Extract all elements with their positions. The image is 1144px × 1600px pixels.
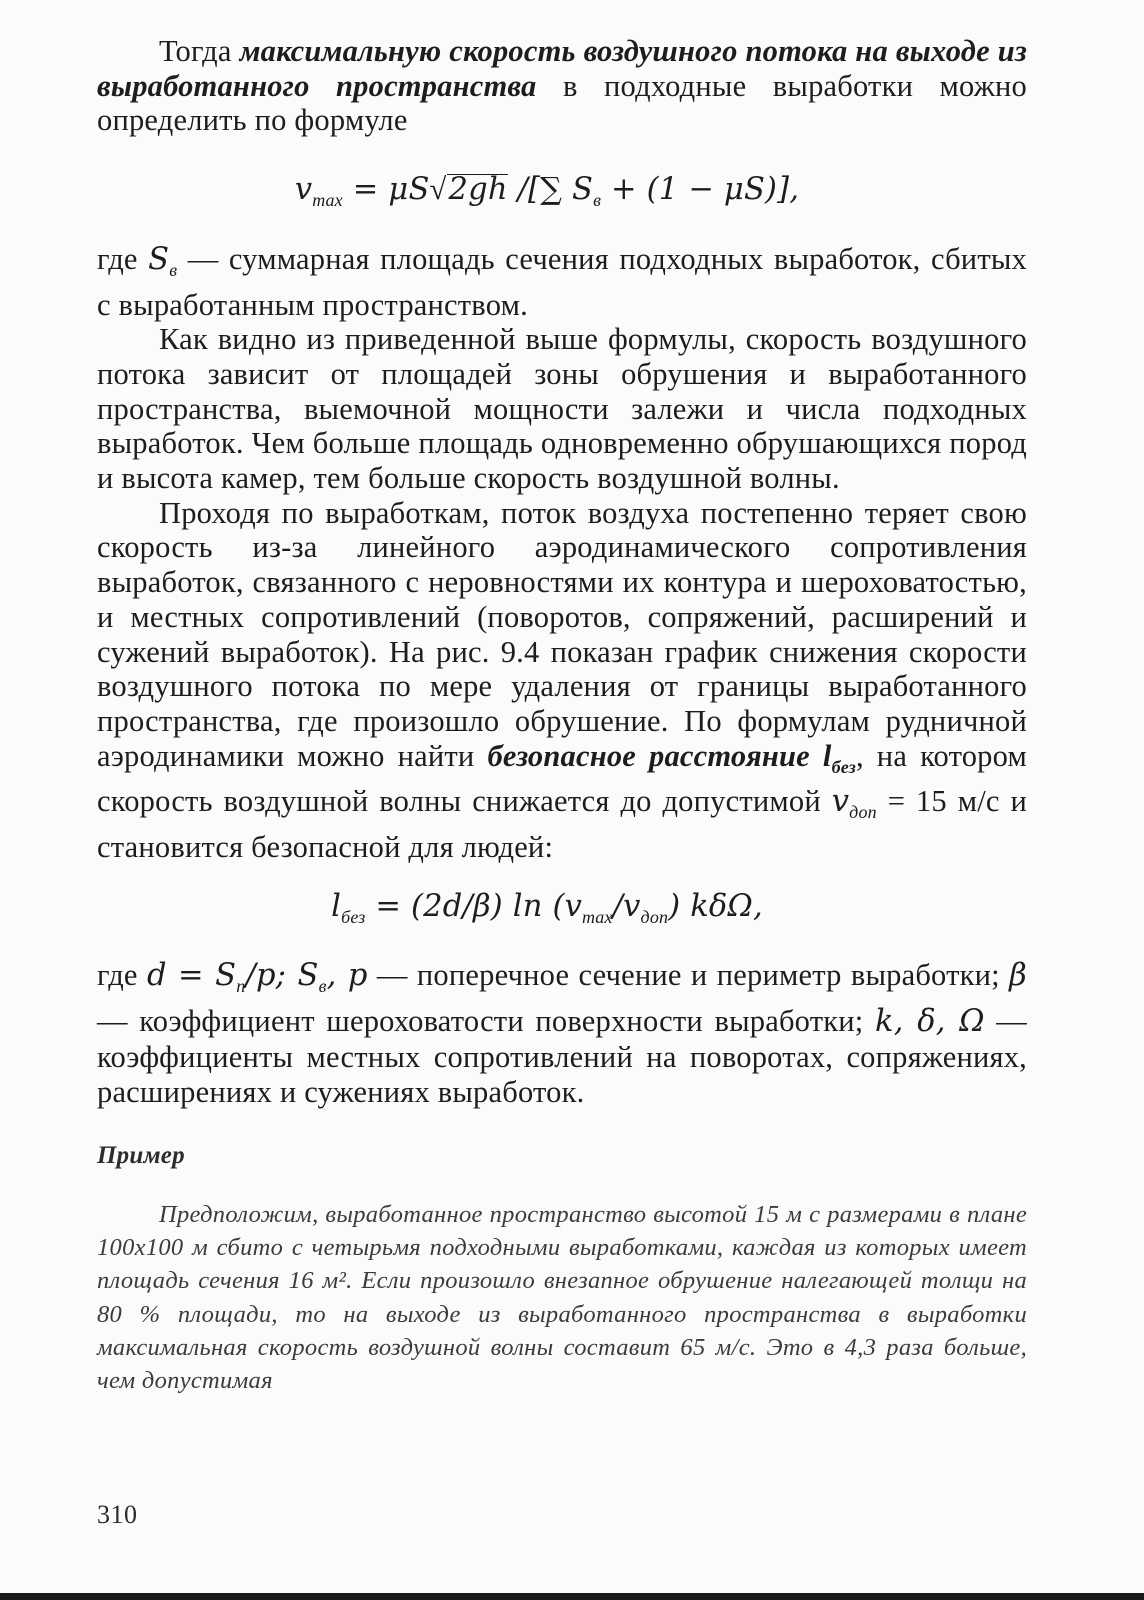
- page-number: 310: [97, 1500, 138, 1529]
- paragraph-tail: в подходные выработки можно определить по формуле: [97, 68, 1027, 138]
- example-text: Предположим, выработанное пространство высотой 15 м с размерами в плане 100x100 м сбито с четырьмя подходными выработками, каждая из которых имеет площадь сечения 16 м². Если произошло внезапное обрушение налегающей толщи на 80 % площади, то на выходе из выработанного пространства в выработки максимальная скорость воздушной волны составит 65 м/с. Это в 4,3 раза больше, чем допустимая: [97, 1200, 1027, 1394]
- formula-subscript: доп: [640, 906, 669, 927]
- formula-subscript: max: [312, 190, 343, 211]
- paragraph-text: , на котором скорость воздушной волны снижается до допустимой: [97, 738, 1027, 819]
- formula-part: ) kδΩ,: [668, 888, 763, 924]
- symbol-p: , p: [326, 958, 368, 994]
- formula-part: /[∑ S: [507, 172, 594, 208]
- symbol-subscript: в: [169, 259, 178, 280]
- formula-safe-distance: [97, 889, 1027, 935]
- definition-text: — коэффициент шероховатости поверхности выработки;: [97, 1004, 876, 1039]
- paragraph-where-sv: [97, 242, 1027, 322]
- paragraph-safe-distance: [97, 496, 1027, 865]
- formula-subscript: max: [582, 906, 613, 927]
- symbol-subscript: п: [236, 976, 246, 997]
- bottom-border: [0, 1593, 1144, 1600]
- formula-part: = (2d/β) ln (v: [365, 888, 583, 924]
- symbol-d: d = S: [146, 958, 237, 994]
- symbol-s: S: [297, 958, 319, 994]
- symbol-beta: β: [1009, 958, 1027, 994]
- paragraph-text: = 15 м/с и становится безопасной для людей:: [97, 784, 1027, 865]
- formula-part: = μS: [342, 172, 430, 208]
- formula-subscript: в: [593, 190, 602, 211]
- definition-text: — коэффициенты местных сопротивлений на поворотах, сопряжениях, расширениях и сужениях выработок.: [97, 1004, 1028, 1109]
- formula-symbol: l: [331, 888, 342, 924]
- emphasis-max-velocity: максимальную скорость воздушного потока на выходе из выработанного пространства: [97, 34, 1027, 103]
- sqrt-argument: 2gh: [448, 172, 508, 208]
- symbol-subscript: в: [318, 976, 327, 997]
- emphasis-subscript: без: [831, 756, 856, 777]
- where-word: где: [97, 241, 149, 276]
- formula-symbol: v: [294, 172, 313, 208]
- paragraph-max-velocity: [97, 34, 1027, 138]
- paragraph-where-d: [97, 958, 1027, 1109]
- emphasis-safe-distance: безопасное расстояние l: [487, 738, 832, 773]
- definition-text: — суммарная площадь сечения подходных выработок, сбитых с выработанным пространством.: [97, 241, 1027, 322]
- paragraph-text: Проходя по выработкам, поток воздуха постепенно теряет свою скорость из-за линейного аэродинамического сопротивления выработок, связанного с неровностями их контура и шероховатостью, и местных сопротивлений (поворотов, сопряжений, расширений и сужений выработок). На рис. 9.4 показан график снижения скорости воздушного потока по мере удаления от границы выработанного пространства, где произошло обрушение. По формулам рудничной аэродинамики можно найти: [97, 495, 1027, 773]
- formula-max-velocity: [97, 172, 1027, 218]
- symbol-p: /p;: [245, 958, 298, 994]
- formula-part: + (1 − μS)],: [601, 172, 800, 208]
- paragraph-dependency: Как видно из приведенной выше формулы, скорость воздушного потока зависит от площадей зоны обрушения и выработанного пространства, выемочной мощности залежи и числа подходных выработок. Чем больше площадь одновременно обрушающихся пород и высота камер, тем больше скорость воздушной волны.: [97, 322, 1027, 496]
- paragraph-lead: Тогда: [159, 34, 240, 68]
- symbol-s: S: [148, 241, 170, 277]
- definition-text: — поперечное сечение и периметр выработки;: [367, 958, 1010, 993]
- sqrt-sign: √: [429, 172, 447, 207]
- example-heading: Пример: [97, 1142, 185, 1170]
- symbol-v: v: [831, 784, 850, 820]
- symbol-subscript: доп: [849, 802, 877, 823]
- formula-subscript: без: [341, 906, 366, 927]
- page-body: [97, 34, 1027, 1397]
- symbol-coefficients: k, δ, Ω: [875, 1004, 985, 1040]
- formula-part: /v: [612, 888, 641, 924]
- where-word: где: [97, 958, 147, 993]
